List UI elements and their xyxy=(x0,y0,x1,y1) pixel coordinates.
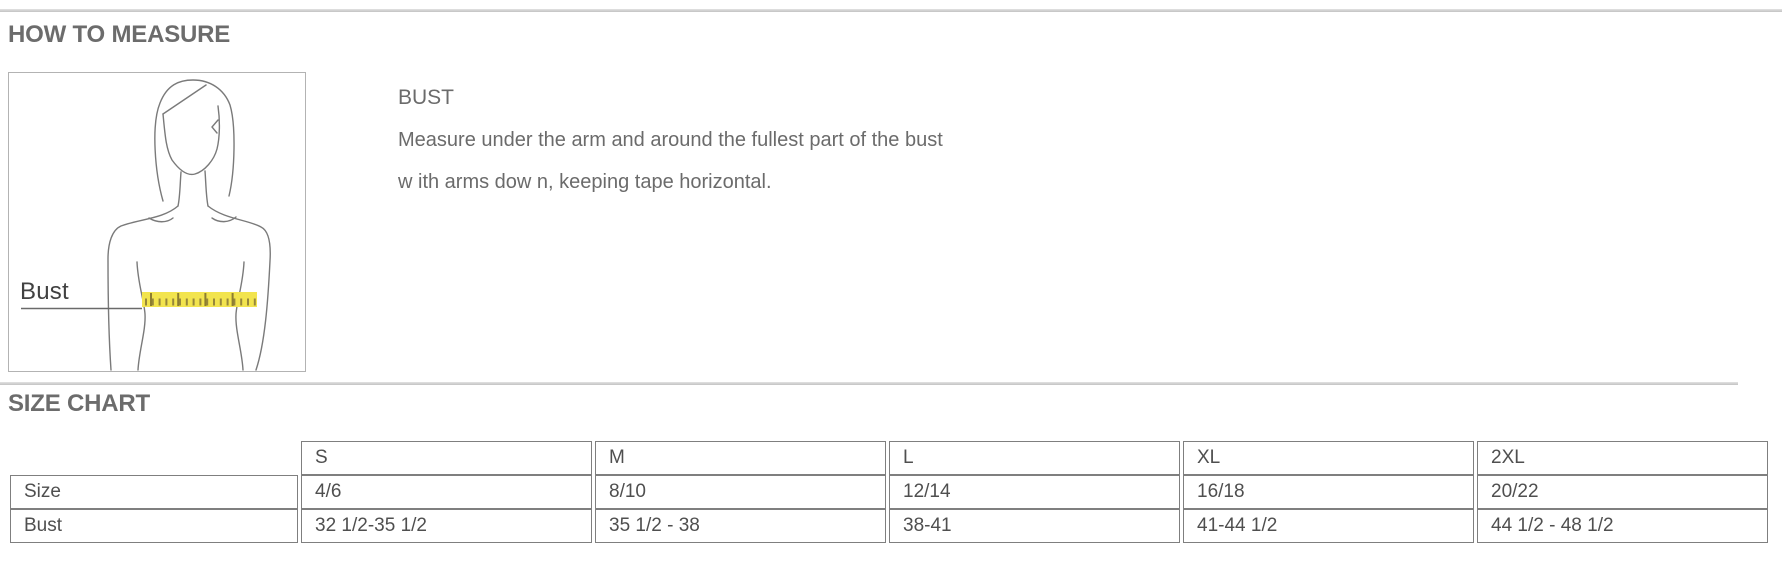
measure-instructions xyxy=(398,72,943,203)
left-torso-line xyxy=(137,262,145,370)
bust-cell-s: 32 1/2-35 1/2 xyxy=(301,509,592,543)
figure-bust-label: Bust xyxy=(20,278,69,305)
bust-cell-xl: 41-44 1/2 xyxy=(1183,509,1474,543)
right-torso-line xyxy=(236,262,244,370)
figure-outline xyxy=(108,80,270,370)
top-divider xyxy=(0,9,1782,12)
bust-cell-l: 38-41 xyxy=(889,509,1180,543)
ear-notch xyxy=(212,120,218,133)
hair-outline xyxy=(155,80,234,201)
left-collar-curve xyxy=(149,218,173,222)
size-cell-m: 8/10 xyxy=(595,475,886,509)
column-header-2xl: 2XL xyxy=(1477,441,1768,475)
measure-instruction-line1: Measure under the arm and around the fullest part of the bust xyxy=(398,129,943,151)
size-chart-header-row xyxy=(10,441,1768,475)
size-cell-s: 4/6 xyxy=(301,475,592,509)
blank-header-cell xyxy=(10,441,298,475)
column-header-s: S xyxy=(301,441,592,475)
table-row-bust xyxy=(10,509,1768,543)
size-cell-xl: 16/18 xyxy=(1183,475,1474,509)
left-shoulder-arm xyxy=(108,206,178,370)
column-header-m: M xyxy=(595,441,886,475)
table-row-size xyxy=(10,475,1768,509)
face-outline xyxy=(163,106,219,174)
size-chart-table xyxy=(7,441,1771,543)
how-to-measure-heading: HOW TO MEASURE xyxy=(8,21,231,48)
size-cell-l: 12/14 xyxy=(889,475,1180,509)
size-cell-2xl: 20/22 xyxy=(1477,475,1768,509)
neck-right-line xyxy=(205,171,208,206)
column-header-l: L xyxy=(889,441,1180,475)
neck-left-line xyxy=(178,172,181,206)
measure-section xyxy=(8,72,1786,372)
row-label-bust: Bust xyxy=(10,509,298,543)
measurement-figure-box xyxy=(8,72,306,372)
size-chart-divider xyxy=(0,382,1738,385)
bust-cell-m: 35 1/2 - 38 xyxy=(595,509,886,543)
woman-figure-illustration xyxy=(9,73,305,371)
column-header-xl: XL xyxy=(1183,441,1474,475)
size-chart-heading: SIZE CHART xyxy=(8,390,151,417)
measure-term: BUST xyxy=(398,86,455,109)
measure-instruction-line2: w ith arms dow n, keeping tape horizontal. xyxy=(398,171,772,193)
bust-cell-2xl: 44 1/2 - 48 1/2 xyxy=(1477,509,1768,543)
row-label-size: Size xyxy=(10,475,298,509)
